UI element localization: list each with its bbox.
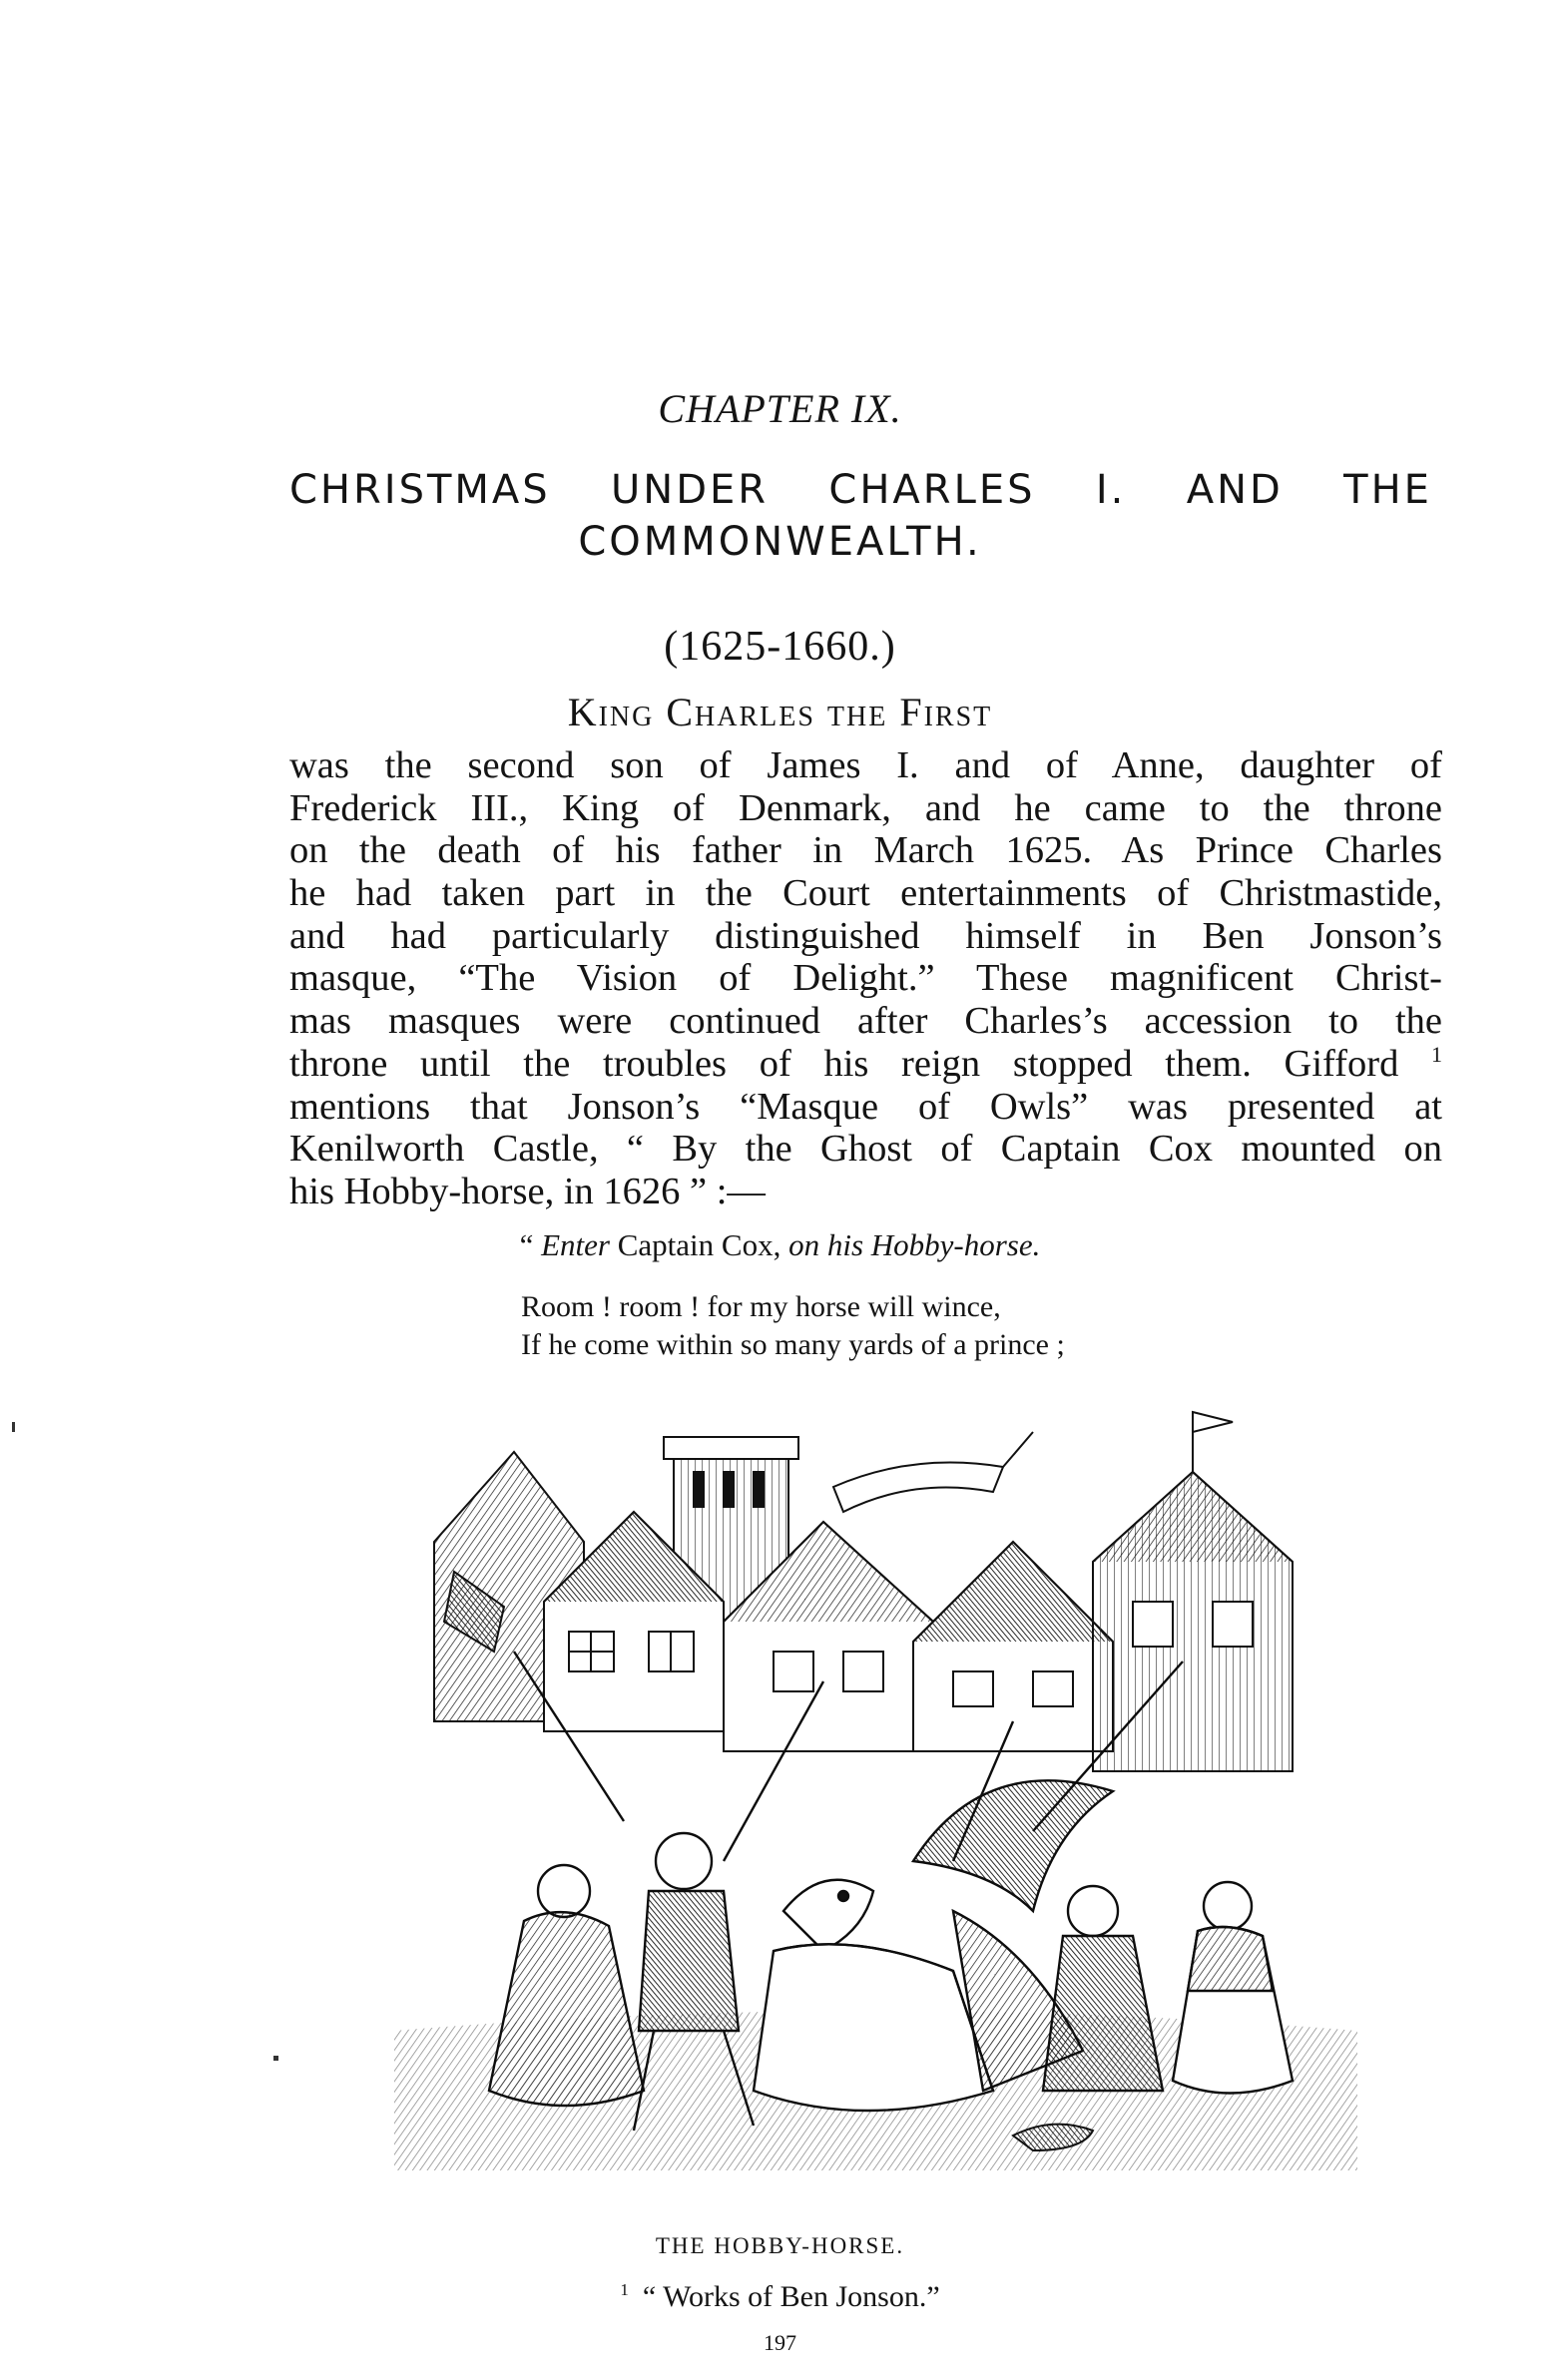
verse-line: Room ! room ! for my horse will wince,	[521, 1290, 1001, 1323]
right-houses	[1093, 1412, 1293, 1771]
footnote	[0, 2280, 1560, 2314]
body-line: masque, “The Vision of Delight.” These magnificent Christ-	[289, 957, 1442, 1000]
opening-small-caps: King Charles the First	[567, 690, 993, 734]
margin-mark	[273, 2056, 278, 2061]
body-line: was the second son of James I. and of Anne, daughter of	[289, 744, 1442, 786]
quote-direction: on his Hobby-horse.	[788, 1227, 1041, 1262]
quote-heading	[0, 1227, 1560, 1263]
chapter-number: CHAPTER IX.	[658, 386, 902, 431]
quote-character: Captain Cox,	[617, 1227, 781, 1262]
body-line: he had taken part in the Court entertainments of Christmastide,	[289, 872, 1442, 915]
chapter-title-line2: COMMONWEALTH.	[578, 519, 982, 565]
title-word: CHARLES	[828, 467, 1036, 513]
body-line: Frederick III., King of Denmark, and he came to the throne	[289, 786, 1442, 829]
title-word: UNDER	[611, 467, 770, 513]
title-word: CHRISTMAS	[289, 467, 551, 513]
body-line: Kenilworth Castle, “ By the Ghost of Captain Cox mounted on	[289, 1128, 1442, 1171]
body-paragraph	[289, 744, 1442, 1213]
illustration-caption: THE HOBBY-HORSE.	[655, 2233, 905, 2258]
body-line-with-footnote	[289, 1043, 1442, 1086]
verse-line: If he come within so many yards of a prince ;	[521, 1328, 1065, 1361]
body-line: and had particularly distinguished himself in Ben Jonson’s	[289, 914, 1442, 957]
footnote-reference: 1	[1431, 1041, 1443, 1067]
footnote-text: “ Works of Ben Jonson.”	[642, 2280, 940, 2313]
body-line: on the death of his father in March 1625. As Prince Charles	[289, 829, 1442, 872]
quote-enter: Enter	[541, 1227, 610, 1262]
banner	[833, 1463, 1003, 1513]
body-line: mentions that Jonson’s “Masque of Owls” was presented at	[289, 1085, 1442, 1128]
body-line-text: throne until the troubles of his reign stopped them. Gifford	[289, 1042, 1399, 1085]
hobby-horse-illustration	[394, 1392, 1357, 2200]
chapter-title-line1	[289, 467, 1432, 513]
chapter-dates: (1625-1660.)	[664, 624, 896, 670]
quote-open-mark: “	[519, 1227, 534, 1262]
title-word: I.	[1095, 467, 1127, 513]
page-number: 197	[764, 2330, 796, 2355]
body-line: his Hobby-horse, in 1626 ” :—	[289, 1170, 766, 1212]
body-line: mas masques were continued after Charles’s accession to the	[289, 1000, 1442, 1043]
footnote-marker: 1	[620, 2280, 629, 2299]
margin-mark	[12, 1422, 15, 1432]
title-word: AND	[1186, 467, 1284, 513]
title-word: THE	[1343, 467, 1432, 513]
